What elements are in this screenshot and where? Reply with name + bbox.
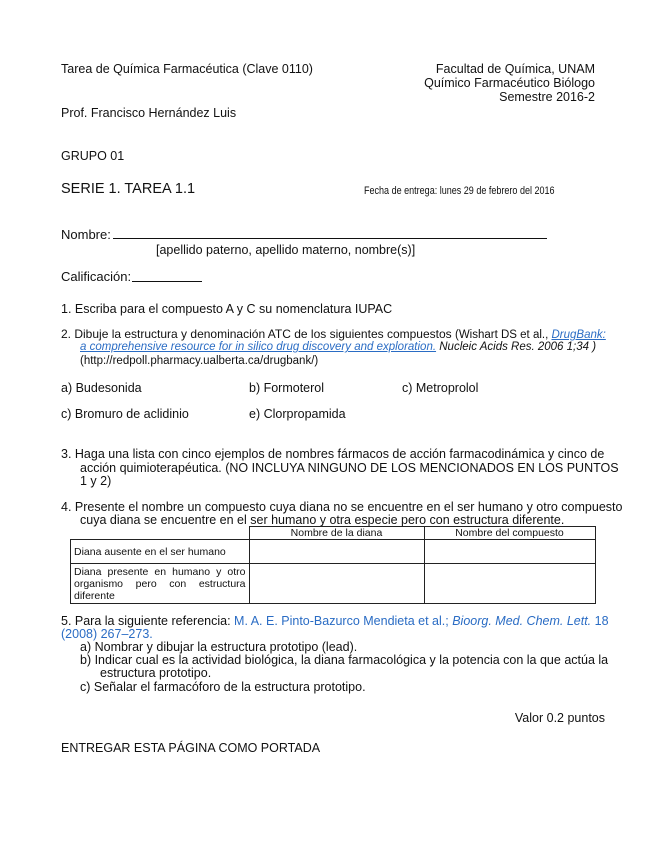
table-cell[interactable] bbox=[424, 540, 595, 564]
drugbank-url: (http://redpoll.pharmacy.ualberta.ca/drugbank/) bbox=[80, 355, 319, 367]
table-row-label: Diana ausente en el ser humano bbox=[71, 540, 250, 564]
option-b: b) Formoterol bbox=[249, 381, 325, 395]
due-date bbox=[364, 185, 596, 197]
question-2-line2 bbox=[80, 341, 596, 353]
question-3-line1: 3. Haga una lista con cinco ejemplos de nombres fármacos de acción farmacodinámica y cinco de bbox=[61, 447, 605, 461]
question-2-lead: 2. Dibuje la estructura y denominación ATC de los siguientes compuestos bbox=[61, 327, 455, 341]
name-field-line[interactable] bbox=[113, 238, 547, 239]
course-title: Tarea de Química Farmacéutica (Clave 0110) bbox=[61, 62, 313, 76]
option-e: e) Clorpropamida bbox=[249, 407, 346, 421]
target-table bbox=[70, 526, 596, 604]
table-header-empty bbox=[71, 527, 250, 540]
question-1: 1. Escriba para el compuesto A y C su nomenclatura IUPAC bbox=[61, 302, 393, 316]
question-5-item-b: b) Indicar cual es la actividad biológica, la diana farmacológica y la potencia con la que actúa la bbox=[80, 653, 609, 667]
question-4-line1: 4. Presente el nombre un compuesto cuya diana no se encuentre en el ser humano y otro compuesto bbox=[61, 500, 623, 514]
ref-volume-link[interactable]: 18 bbox=[591, 614, 609, 628]
question-2-line1 bbox=[61, 327, 606, 341]
table-header-compound: Nombre del compuesto bbox=[424, 527, 595, 540]
faculty-name: Facultad de Química, UNAM bbox=[435, 62, 595, 76]
question-5-lead: 5. Para la siguiente referencia: bbox=[61, 614, 235, 628]
name-label: Nombre: bbox=[61, 227, 111, 242]
question-3-line2: acción quimioterapéutica. (NO INCLUYA NINGUNO DE LOS MENCIONADOS EN LOS PUNTOS bbox=[80, 461, 619, 475]
question-5-item-b-cont: estructura prototipo. bbox=[100, 666, 212, 680]
table-row-label: Diana presente en humano y otro organismo pero con estructura diferente bbox=[71, 564, 250, 604]
question-3-line3: 1 y 2) bbox=[80, 474, 112, 488]
name-hint: [apellido paterno, apellido materno, nombre(s)] bbox=[156, 243, 416, 257]
ref-authors-link[interactable]: M. A. E. Pinto-Bazurco Mendieta et al.; bbox=[234, 614, 453, 628]
question-5-line1 bbox=[61, 614, 609, 628]
ref-journal-link[interactable]: Bioorg. Med. Chem. Lett. bbox=[452, 614, 592, 628]
table-cell[interactable] bbox=[424, 564, 595, 604]
table-header-target: Nombre de la diana bbox=[249, 527, 424, 540]
table-header-row bbox=[71, 527, 596, 540]
ref-year-pages-link[interactable]: (2008) 267–273. bbox=[61, 627, 153, 641]
question-5-item-c: c) Señalar el farmacóforo de la estructura prototipo. bbox=[80, 680, 366, 694]
grade-field-line[interactable] bbox=[132, 281, 202, 282]
option-d: c) Bromuro de aclidinio bbox=[61, 407, 189, 421]
question-5-item-a: a) Nombrar y dibujar la estructura prototipo (lead). bbox=[80, 640, 358, 654]
question-4-line2: cuya diana se encuentre en el ser humano y otra especie pero con estructura diferente. bbox=[80, 513, 565, 527]
group-label: GRUPO 01 bbox=[61, 149, 125, 163]
grade-label: Calificación: bbox=[61, 269, 132, 284]
deliver-instruction: ENTREGAR ESTA PÁGINA COMO PORTADA bbox=[61, 741, 321, 755]
option-a: a) Budesonida bbox=[61, 381, 142, 395]
table-cell[interactable] bbox=[249, 540, 424, 564]
journal-ref: Nucleic Acids Res. 2006 1;34 ) bbox=[436, 341, 597, 353]
option-c: c) Metroprolol bbox=[402, 381, 479, 395]
semester-label: Semestre 2016-2 bbox=[499, 90, 595, 104]
table-row bbox=[71, 564, 596, 604]
program-name: Químico Farmacéutico Biólogo bbox=[424, 76, 595, 90]
serie-title: SERIE 1. TAREA 1.1 bbox=[61, 181, 196, 197]
drugbank-link[interactable]: DrugBank: bbox=[551, 329, 606, 341]
table-row bbox=[71, 540, 596, 564]
value-points: Valor 0.2 puntos bbox=[514, 711, 605, 725]
question-2-cite-pre: (Wishart DS et al., bbox=[454, 329, 552, 341]
table-cell[interactable] bbox=[249, 564, 424, 604]
professor-name: Prof. Francisco Hernández Luis bbox=[61, 106, 237, 120]
drugbank-title-link[interactable]: a comprehensive resource for in silico drug discovery and exploration. bbox=[80, 341, 437, 353]
due-date-text: Fecha de entrega: lunes 29 de febrero del 2016 bbox=[364, 185, 555, 197]
